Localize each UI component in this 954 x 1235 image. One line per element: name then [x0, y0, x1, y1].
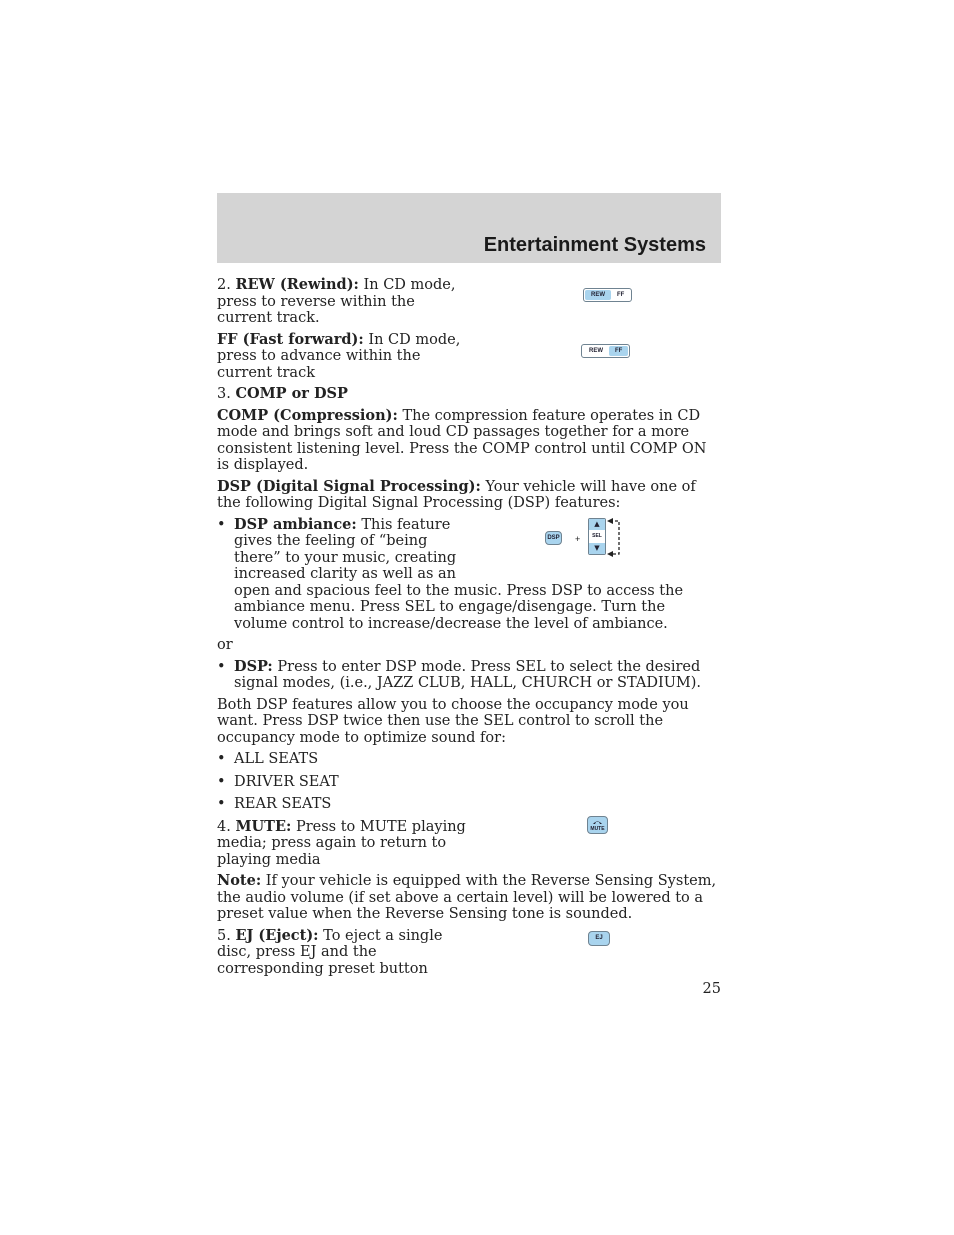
sel-key-label: SEL: [592, 532, 602, 539]
seat-mode-text: REAR SEATS: [234, 796, 332, 812]
eject-paragraph: [217, 928, 467, 978]
item-number: 5.: [217, 927, 231, 944]
item-number: 4.: [217, 818, 231, 835]
list-item: [217, 751, 721, 768]
or-text: or: [217, 637, 233, 653]
ff-key-label: FF: [609, 346, 628, 356]
comp-text: The compression feature operates in CD mode and brings soft and loud CD passages together for a more consistent listening level. Press the COMP control until COMP ON is displayed.: [217, 407, 707, 473]
ff-label: FF (Fast forward):: [217, 330, 364, 348]
dashed-loop-arrow-icon: [607, 517, 627, 557]
ff-row: [217, 332, 721, 382]
ff-paragraph: [217, 332, 467, 382]
mute-button-icon: [587, 816, 608, 839]
bullet-dot: •: [217, 658, 226, 675]
dsp-mode-text: Press to enter DSP mode. Press SEL to select the desired signal modes, (i.e., JAZZ CLUB, HALL, CHURCH or STADIUM).: [234, 658, 702, 691]
eject-row: [217, 928, 721, 978]
seat-mode-text: DRIVER SEAT: [234, 773, 339, 790]
phone-icon: [592, 819, 603, 825]
seat-mode-text: ALL SEATS: [234, 751, 319, 767]
ff-key-label: FF: [617, 292, 625, 298]
ej-key-label: EJ: [588, 931, 610, 946]
ff-text: In CD mode, press to advance within the current track: [217, 331, 461, 381]
seat-mode-list: [217, 751, 721, 813]
eject-text: To eject a single disc, press EJ and the corresponding preset button: [217, 927, 443, 977]
dsp-button-icon: DSP: [545, 531, 562, 545]
ff-rew-button-icon: [581, 340, 630, 358]
item-number: 3.: [217, 386, 231, 402]
mute-text: Press to MUTE playing media; press again to return to playing media: [217, 818, 466, 868]
plus-sign: +: [575, 533, 581, 544]
dsp-sel-diagram: [461, 517, 721, 583]
rew-key-label: REW: [589, 347, 603, 354]
dsp-mode-label: DSP:: [234, 657, 273, 675]
comp-dsp-label: COMP or DSP: [235, 385, 348, 402]
mute-row: [217, 819, 721, 869]
dsp-intro-paragraph: [217, 479, 721, 512]
occupancy-paragraph: Both DSP features allow you to choose the occupancy mode you want. Press DSP twice then use the SEL control to scroll the occupancy mode to optimize sound for:: [217, 696, 689, 746]
page-number: 25: [702, 981, 721, 997]
dsp-ambiance-label: DSP ambiance:: [234, 515, 357, 533]
rew-ff-button-icon: [583, 284, 632, 302]
comp-paragraph: [217, 408, 721, 474]
rew-paragraph: [217, 277, 467, 327]
note-label: Note:: [217, 872, 262, 889]
note-paragraph: [217, 873, 721, 923]
dsp-ambiance-text: This feature gives the feeling of “being there” to your music, creating increased clarity as well as an open and spacious feel to the music. Press DSP to access the ambiance menu. Press SEL to engage/disengage. Turn the volume control to increase/decrease the level of ambiance.: [234, 516, 684, 632]
dsp-intro-label: DSP (Digital Signal Processing):: [217, 477, 481, 495]
comp-label: COMP (Compression):: [217, 406, 398, 424]
sel-button-icon: [588, 518, 606, 555]
mute-paragraph: [217, 819, 467, 869]
mute-label: MUTE:: [235, 817, 292, 835]
item-number: 2.: [217, 277, 231, 293]
eject-label: EJ (Eject):: [235, 926, 319, 944]
bullet-dot: •: [217, 773, 226, 790]
page-content: [217, 277, 721, 982]
down-arrow-icon: ▼: [589, 543, 605, 554]
rew-key-label: REW: [585, 290, 611, 300]
bullet-dot: •: [217, 751, 226, 767]
eject-button-icon: [588, 927, 610, 946]
dsp-intro-text: Your vehicle will have one of the following Digital Signal Processing (DSP) features:: [217, 478, 696, 511]
list-item: [217, 796, 721, 813]
rew-text: In CD mode, press to reverse within the current track.: [217, 277, 456, 326]
bullet-dot: •: [217, 516, 226, 533]
rew-label: REW (Rewind):: [235, 276, 359, 293]
comp-dsp-heading: [217, 386, 721, 403]
dsp-ambiance-bullet: [217, 517, 721, 633]
section-title: Entertainment Systems: [483, 234, 706, 256]
rew-row: [217, 277, 721, 327]
section-header: [217, 193, 721, 263]
list-item: [217, 774, 721, 791]
bullet-dot: •: [217, 796, 226, 812]
up-arrow-icon: ▲: [589, 519, 605, 530]
note-text: If your vehicle is equipped with the Reverse Sensing System, the audio volume (if set above a certain level) will be lowered to a preset value when the Reverse Sensing tone is sounded.: [217, 873, 717, 922]
mute-key-label: MUTE: [590, 825, 605, 832]
dsp-mode-bullet: [217, 659, 721, 692]
